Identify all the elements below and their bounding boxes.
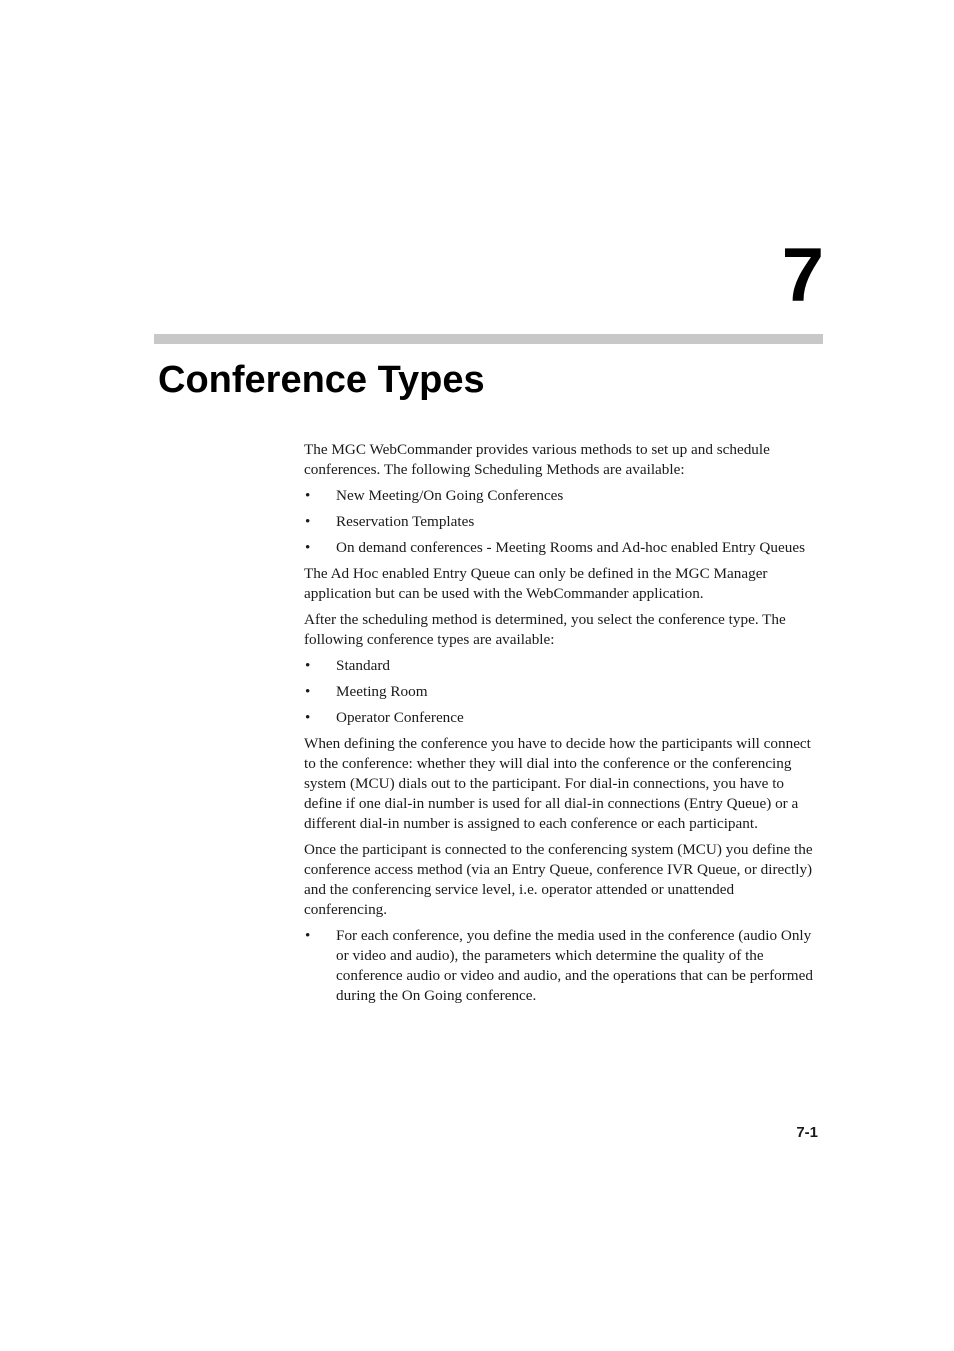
bullet-icon: • <box>305 487 311 504</box>
bullet-icon: • <box>305 657 311 674</box>
bullet-icon: • <box>305 513 311 530</box>
list-item <box>304 708 820 728</box>
list-item-text: Operator Conference <box>336 709 464 726</box>
page-number: 7-1 <box>796 1124 818 1141</box>
once-paragraph: Once the participant is connected to the conferencing system (MCU) you define the conference access method (via an Entry Queue, conference IVR Queue, or directly) and the conferencing service level, i.e. operator attended or unattended conferencing. <box>304 841 813 918</box>
conference-types-list <box>304 656 820 728</box>
chapter-divider <box>154 334 823 344</box>
list-item <box>304 512 820 532</box>
defining-paragraph: When defining the conference you have to decide how the participants will connect to the conference: whether they will dial into the conference or the conferencing system (MCU) dials out to the participant. For dial-in connections, you have to define if one dial-in number is used for all dial-in connections (Entry Queue) or a different dial-in number is assigned to each conference or each participant. <box>304 735 811 832</box>
list-item-text: For each conference, you define the media used in the conference (audio Only or video and audio), the parameters which determine the quality of the conference audio or video and audio, and the operations that can be performed during the On Going conference. <box>336 927 813 1004</box>
after-paragraph: After the scheduling method is determined, you select the conference type. The following conference types are available: <box>304 611 786 648</box>
bullet-icon: • <box>305 709 311 726</box>
media-list <box>304 926 820 1006</box>
list-item <box>304 926 820 1006</box>
list-item <box>304 486 820 506</box>
chapter-number: 7 <box>781 233 824 318</box>
bullet-icon: • <box>305 539 311 556</box>
adhoc-paragraph: The Ad Hoc enabled Entry Queue can only be defined in the MGC Manager application but can be used with the WebCommander application. <box>304 565 768 602</box>
list-item-text: Standard <box>336 657 390 674</box>
list-item-text: Reservation Templates <box>336 513 475 530</box>
list-item-text: Meeting Room <box>336 683 428 700</box>
list-item <box>304 538 820 558</box>
bullet-icon: • <box>305 683 311 700</box>
list-item <box>304 656 820 676</box>
list-item-text: New Meeting/On Going Conferences <box>336 487 564 504</box>
scheduling-methods-list <box>304 486 820 558</box>
list-item <box>304 682 820 702</box>
list-item-text: On demand conferences - Meeting Rooms and Ad-hoc enabled Entry Queues <box>336 539 805 556</box>
chapter-body <box>304 440 820 1012</box>
intro-paragraph: The MGC WebCommander provides various methods to set up and schedule conferences. The following Scheduling Methods are available: <box>304 441 770 478</box>
bullet-icon: • <box>305 927 311 944</box>
chapter-title: Conference Types <box>158 359 485 401</box>
